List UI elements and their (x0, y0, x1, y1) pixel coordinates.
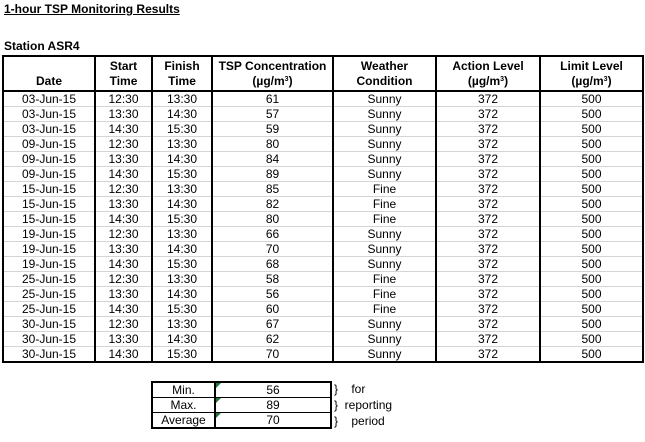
start-time-cell: 12:30 (95, 137, 152, 152)
action-level-cell: 372 (436, 332, 540, 347)
action-level-cell: 372 (436, 242, 540, 257)
action-level-cell: 372 (436, 122, 540, 137)
start-time-cell: 13:30 (95, 107, 152, 122)
finish-time-cell: 13:30 (152, 317, 212, 332)
finish-time-cell: 15:30 (152, 302, 212, 317)
header-limit-line1: Limit Level (560, 58, 623, 73)
weather-cell: Sunny (333, 152, 436, 167)
table-row (3, 107, 643, 122)
action-level-cell: 372 (436, 257, 540, 272)
action-level-cell: 372 (436, 182, 540, 197)
summary-label: Max. (152, 398, 215, 413)
start-time-cell: 14:30 (95, 122, 152, 137)
limit-level-cell: 500 (540, 91, 643, 107)
summary-label: Min. (152, 382, 215, 398)
finish-time-cell: 14:30 (152, 332, 212, 347)
header-limit-unit-sup: 3 (603, 75, 608, 83)
limit-level-cell: 500 (540, 122, 643, 137)
summary-row (152, 398, 331, 413)
start-time-cell: 12:30 (95, 227, 152, 242)
table-row (3, 167, 643, 182)
start-time-cell: 13:30 (95, 197, 152, 212)
header-start-line2: Time (109, 73, 138, 88)
table-row (3, 122, 643, 137)
weather-cell: Fine (333, 302, 436, 317)
weather-cell: Sunny (333, 91, 436, 107)
date-cell: 09-Jun-15 (3, 152, 95, 167)
table-row (3, 182, 643, 197)
table-row (3, 347, 643, 363)
tsp-value-cell: 59 (212, 122, 333, 137)
start-time-cell: 12:30 (95, 182, 152, 197)
tsp-value-cell: 70 (212, 347, 333, 363)
summary-value-text: 89 (266, 398, 280, 412)
header-action-level (436, 56, 540, 91)
date-cell: 19-Jun-15 (3, 227, 95, 242)
tsp-value-cell: 80 (212, 212, 333, 227)
cell-marker-icon (216, 413, 221, 418)
tsp-value-cell: 57 (212, 107, 333, 122)
weather-cell: Sunny (333, 242, 436, 257)
header-limit-level (540, 56, 643, 91)
date-cell: 03-Jun-15 (3, 107, 95, 122)
tsp-value-cell: 60 (212, 302, 333, 317)
summary-note: } reporting (334, 398, 393, 412)
weather-cell: Sunny (333, 347, 436, 363)
summary-label: Average (152, 413, 215, 429)
weather-cell: Sunny (333, 167, 436, 182)
action-level-cell: 372 (436, 152, 540, 167)
tsp-value-cell: 56 (212, 287, 333, 302)
finish-time-cell: 14:30 (152, 107, 212, 122)
start-time-cell: 13:30 (95, 152, 152, 167)
limit-level-cell: 500 (540, 152, 643, 167)
table-row (3, 332, 643, 347)
summary-value (215, 398, 331, 413)
limit-level-cell: 500 (540, 242, 643, 257)
finish-time-cell: 14:30 (152, 152, 212, 167)
tsp-value-cell: 80 (212, 137, 333, 152)
limit-level-cell: 500 (540, 287, 643, 302)
finish-time-cell: 13:30 (152, 182, 212, 197)
weather-cell: Sunny (333, 227, 436, 242)
action-level-cell: 372 (436, 347, 540, 363)
header-action-unit-b: ) (504, 73, 509, 88)
finish-time-cell: 14:30 (152, 287, 212, 302)
table-row (3, 302, 643, 317)
weather-cell: Sunny (333, 332, 436, 347)
header-tsp-line1: TSP Concentration (218, 58, 327, 73)
weather-cell: Sunny (333, 257, 436, 272)
table-row (3, 91, 643, 107)
tsp-value-cell: 62 (212, 332, 333, 347)
limit-level-cell: 500 (540, 227, 643, 242)
limit-level-cell: 500 (540, 182, 643, 197)
weather-cell: Fine (333, 272, 436, 287)
start-time-cell: 12:30 (95, 272, 152, 287)
tsp-value-cell: 85 (212, 182, 333, 197)
start-time-cell: 13:30 (95, 287, 152, 302)
finish-time-cell: 15:30 (152, 347, 212, 363)
start-time-cell: 14:30 (95, 167, 152, 182)
header-weather-condition (333, 56, 436, 91)
limit-level-cell: 500 (540, 107, 643, 122)
tsp-value-cell: 67 (212, 317, 333, 332)
start-time-cell: 12:30 (95, 317, 152, 332)
date-cell: 25-Jun-15 (3, 287, 95, 302)
action-level-cell: 372 (436, 287, 540, 302)
action-level-cell: 372 (436, 212, 540, 227)
date-cell: 15-Jun-15 (3, 197, 95, 212)
date-cell: 03-Jun-15 (3, 91, 95, 107)
cell-marker-icon (216, 398, 221, 403)
tsp-value-cell: 58 (212, 272, 333, 287)
start-time-cell: 14:30 (95, 212, 152, 227)
date-cell: 25-Jun-15 (3, 272, 95, 287)
weather-cell: Fine (333, 287, 436, 302)
weather-cell: Fine (333, 212, 436, 227)
limit-level-cell: 500 (540, 272, 643, 287)
summary-value (215, 413, 331, 429)
summary-value-text: 56 (266, 383, 280, 397)
summary-row (152, 382, 331, 398)
header-limit-unit-b: ) (607, 73, 612, 88)
limit-level-cell: 500 (540, 167, 643, 182)
header-action-line1: Action Level (452, 58, 524, 73)
summary-note: } period (334, 414, 385, 428)
tsp-value-cell: 66 (212, 227, 333, 242)
table-row (3, 317, 643, 332)
table-row (3, 212, 643, 227)
finish-time-cell: 13:30 (152, 137, 212, 152)
header-tsp-unit-sup: 3 (284, 75, 289, 83)
date-cell: 03-Jun-15 (3, 122, 95, 137)
table-row (3, 272, 643, 287)
limit-level-cell: 500 (540, 332, 643, 347)
summary-value-text: 70 (266, 413, 280, 427)
table-row (3, 197, 643, 212)
header-tsp-concentration (212, 56, 333, 91)
header-date: Date (3, 56, 95, 91)
table-row (3, 152, 643, 167)
tsp-value-cell: 61 (212, 91, 333, 107)
header-finish-line1: Finish (164, 58, 200, 73)
finish-time-cell: 15:30 (152, 122, 212, 137)
tsp-value-cell: 68 (212, 257, 333, 272)
tsp-value-cell: 82 (212, 197, 333, 212)
date-cell: 09-Jun-15 (3, 167, 95, 182)
start-time-cell: 14:30 (95, 257, 152, 272)
date-cell: 25-Jun-15 (3, 302, 95, 317)
date-cell: 19-Jun-15 (3, 242, 95, 257)
weather-cell: Sunny (333, 137, 436, 152)
date-cell: 15-Jun-15 (3, 212, 95, 227)
station-label: Station ASR4 (4, 39, 80, 53)
header-weather-line2: Condition (356, 73, 413, 88)
header-action-unit-sup: 3 (500, 75, 505, 83)
weather-cell: Sunny (333, 107, 436, 122)
start-time-cell: 14:30 (95, 347, 152, 363)
summary-table (151, 381, 332, 429)
table-row (3, 137, 643, 152)
limit-level-cell: 500 (540, 347, 643, 363)
weather-cell: Fine (333, 197, 436, 212)
action-level-cell: 372 (436, 317, 540, 332)
table-row (3, 227, 643, 242)
table-row (3, 242, 643, 257)
finish-time-cell: 13:30 (152, 272, 212, 287)
action-level-cell: 372 (436, 167, 540, 182)
finish-time-cell: 15:30 (152, 167, 212, 182)
start-time-cell: 12:30 (95, 91, 152, 107)
date-cell: 30-Jun-15 (3, 332, 95, 347)
finish-time-cell: 14:30 (152, 242, 212, 257)
date-cell: 30-Jun-15 (3, 317, 95, 332)
monitoring-table (2, 55, 644, 363)
finish-time-cell: 13:30 (152, 227, 212, 242)
date-cell: 15-Jun-15 (3, 182, 95, 197)
date-cell: 09-Jun-15 (3, 137, 95, 152)
tsp-value-cell: 70 (212, 242, 333, 257)
tsp-value-cell: 89 (212, 167, 333, 182)
limit-level-cell: 500 (540, 212, 643, 227)
finish-time-cell: 15:30 (152, 212, 212, 227)
action-level-cell: 372 (436, 197, 540, 212)
action-level-cell: 372 (436, 302, 540, 317)
header-start-line1: Start (109, 58, 138, 73)
tsp-value-cell: 84 (212, 152, 333, 167)
header-tsp-unit-a: (µg/m (252, 73, 285, 88)
cell-marker-icon (216, 383, 221, 388)
date-cell: 30-Jun-15 (3, 347, 95, 363)
action-level-cell: 372 (436, 272, 540, 287)
finish-time-cell: 13:30 (152, 91, 212, 107)
action-level-cell: 372 (436, 91, 540, 107)
header-action-unit-a: (µg/m (467, 73, 501, 88)
weather-cell: Fine (333, 182, 436, 197)
header-finish-line2: Time (168, 73, 196, 88)
table-header-row (3, 56, 643, 91)
header-weather-line1: Weather (360, 58, 409, 73)
summary-row (152, 413, 331, 429)
action-level-cell: 372 (436, 137, 540, 152)
date-cell: 19-Jun-15 (3, 257, 95, 272)
finish-time-cell: 15:30 (152, 257, 212, 272)
weather-cell: Sunny (333, 317, 436, 332)
start-time-cell: 14:30 (95, 302, 152, 317)
start-time-cell: 13:30 (95, 242, 152, 257)
limit-level-cell: 500 (540, 257, 643, 272)
action-level-cell: 372 (436, 227, 540, 242)
header-tsp-unit-b: ) (288, 73, 293, 88)
limit-level-cell: 500 (540, 317, 643, 332)
action-level-cell: 372 (436, 107, 540, 122)
header-limit-unit-a: (µg/m (571, 73, 604, 88)
summary-note: } for (334, 382, 366, 396)
start-time-cell: 13:30 (95, 332, 152, 347)
weather-cell: Sunny (333, 122, 436, 137)
summary-value (215, 382, 331, 398)
finish-time-cell: 14:30 (152, 197, 212, 212)
header-start-time (95, 56, 152, 91)
table-row (3, 287, 643, 302)
limit-level-cell: 500 (540, 197, 643, 212)
limit-level-cell: 500 (540, 302, 643, 317)
header-finish-time (152, 56, 212, 91)
table-row (3, 257, 643, 272)
limit-level-cell: 500 (540, 137, 643, 152)
page-title: 1-hour TSP Monitoring Results (4, 2, 180, 16)
